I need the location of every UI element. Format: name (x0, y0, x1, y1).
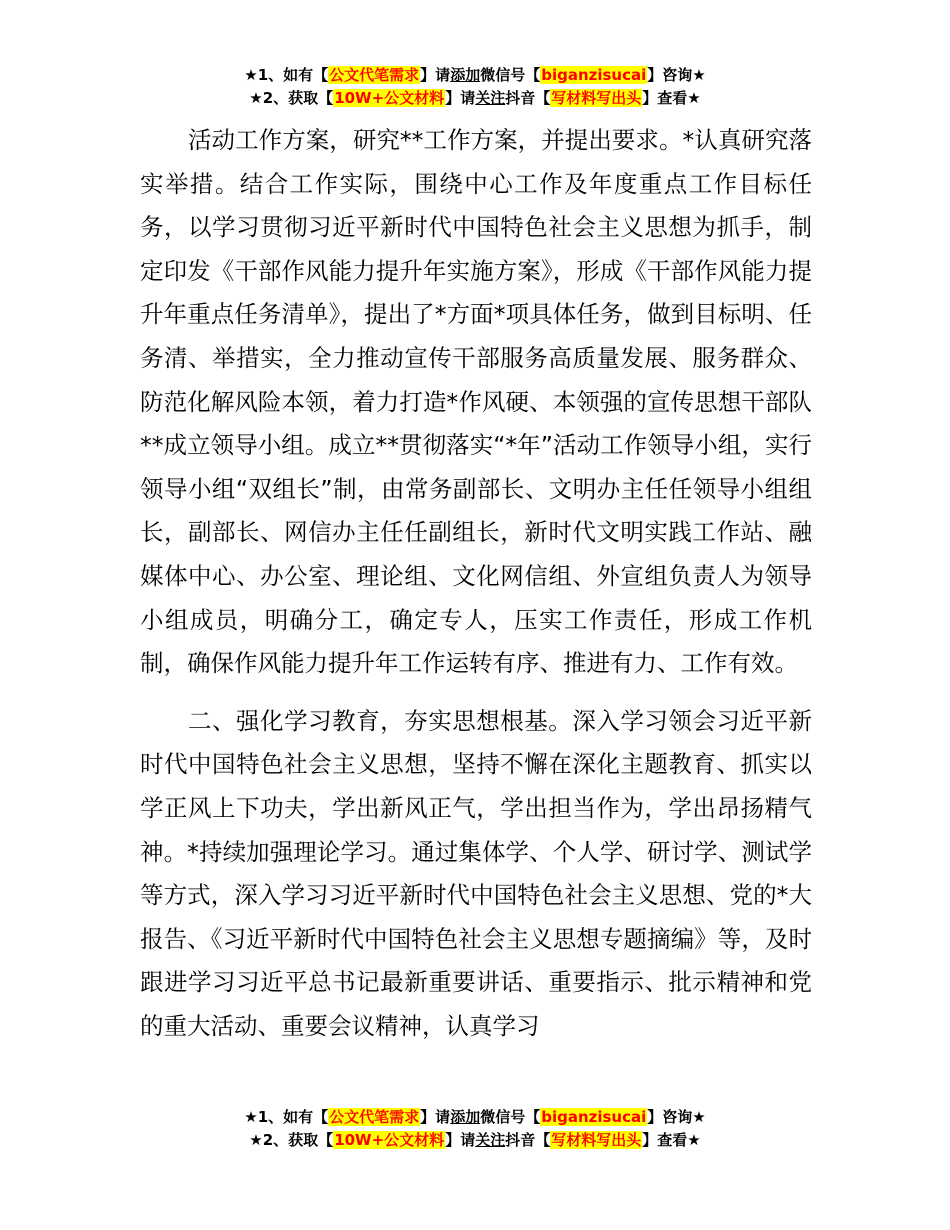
banner-line-1 (0, 64, 950, 87)
banner-line-2-suffix: 】查看★ (642, 89, 701, 107)
header-banner (0, 64, 950, 110)
banner-highlight-wechat-id: biganzisucai (541, 66, 647, 84)
banner-line-1-middle-a: 】请 (420, 66, 451, 84)
banner-line-1-middle-b: 添加 (450, 66, 481, 84)
banner-highlight-douyin-account: 写材料写出头 (551, 89, 642, 107)
footer-line-2-middle-a: 】请 (445, 1131, 476, 1149)
banner-line-1-middle-c: 微信号【 (480, 66, 541, 84)
footer-highlight-douyin-account: 写材料写出头 (551, 1131, 642, 1149)
footer-line-1-middle-a: 】请 (420, 1108, 451, 1126)
banner-line-1-prefix: ★1、如有【 (244, 66, 329, 84)
banner-line-2-middle-c: 抖音【 (505, 89, 551, 107)
banner-line-2-prefix: ★2、获取【 (249, 89, 334, 107)
footer-banner (0, 1106, 950, 1152)
footer-line-1-middle-c: 微信号【 (480, 1108, 541, 1126)
banner-highlight-materials: 10W+公文材料 (334, 89, 445, 107)
footer-highlight-service: 公文代笔需求 (329, 1108, 420, 1126)
banner-line-2-middle-a: 】请 (445, 89, 476, 107)
banner-line-2 (0, 87, 950, 110)
banner-line-2-middle-b: 关注 (475, 89, 506, 107)
footer-line-2-middle-c: 抖音【 (505, 1131, 551, 1149)
banner-line-1-suffix: 】咨询★ (647, 66, 706, 84)
footer-line-1-suffix: 】咨询★ (647, 1108, 706, 1126)
footer-line-1-prefix: ★1、如有【 (244, 1108, 329, 1126)
footer-banner-line-2 (0, 1129, 950, 1152)
footer-highlight-materials: 10W+公文材料 (334, 1131, 445, 1149)
paragraph-2: 二、强化学习教育，夯实思想根基。深入学习领会习近平新时代中国特色社会主义思想，坚持不懈在深化主题教育、抓实以学正风上下功夫，学出新风正气，学出担当作为，学出昂扬精气神。*持续加强理论学习。通过集体学、个人学、研讨学、测试学等方式，深入学习习近平新时代中国特色社会主义思想、党的*大报告、《习近平新时代中国特色社会主义思想专题摘编》等，及时跟进学习习近平总书记最新重要讲话、重要指示、批示精神和党的重大活动、重要会议精神，认真学习 (140, 706, 812, 1040)
paragraph-1: 活动工作方案，研究**工作方案，并提出要求。*认真研究落实举措。结合工作实际，围绕中心工作及年度重点工作目标任务，以学习贯彻习近平新时代中国特色社会主义思想为抓手，制定印发《干部作风能力提升年实施方案》，形成《干部作风能力提升年重点任务清单》，提出了*方面*项具体任务，做到目标明、任务清、举措实，全力推动宣传干部服务高质量发展、服务群众、防范化解风险本领，着力打造*作风硬、本领强的宣传思想干部队**成立领导小组。成立**贯彻落实“*年”活动工作领导小组，实行领导小组“双组长”制，由常务副部长、文明办主任任领导小组组长，副部长、网信办主任任副组长，新时代文明实践工作站、融媒体中心、办公室、理论组、文化网信组、外宣组负责人为领导小组成员，明确分工，确定专人，压实工作责任，形成工作机制，确保作风能力提升年工作运转有序、推进有力、工作有效。 (140, 126, 812, 678)
footer-line-2-prefix: ★2、获取【 (249, 1131, 334, 1149)
footer-line-2-middle-b: 关注 (475, 1131, 506, 1149)
banner-highlight-service: 公文代笔需求 (329, 66, 420, 84)
footer-highlight-wechat-id: biganzisucai (541, 1108, 647, 1126)
footer-banner-line-1 (0, 1106, 950, 1129)
footer-line-2-suffix: 】查看★ (642, 1131, 701, 1149)
footer-line-1-middle-b: 添加 (450, 1108, 481, 1126)
document-body (140, 119, 812, 1048)
